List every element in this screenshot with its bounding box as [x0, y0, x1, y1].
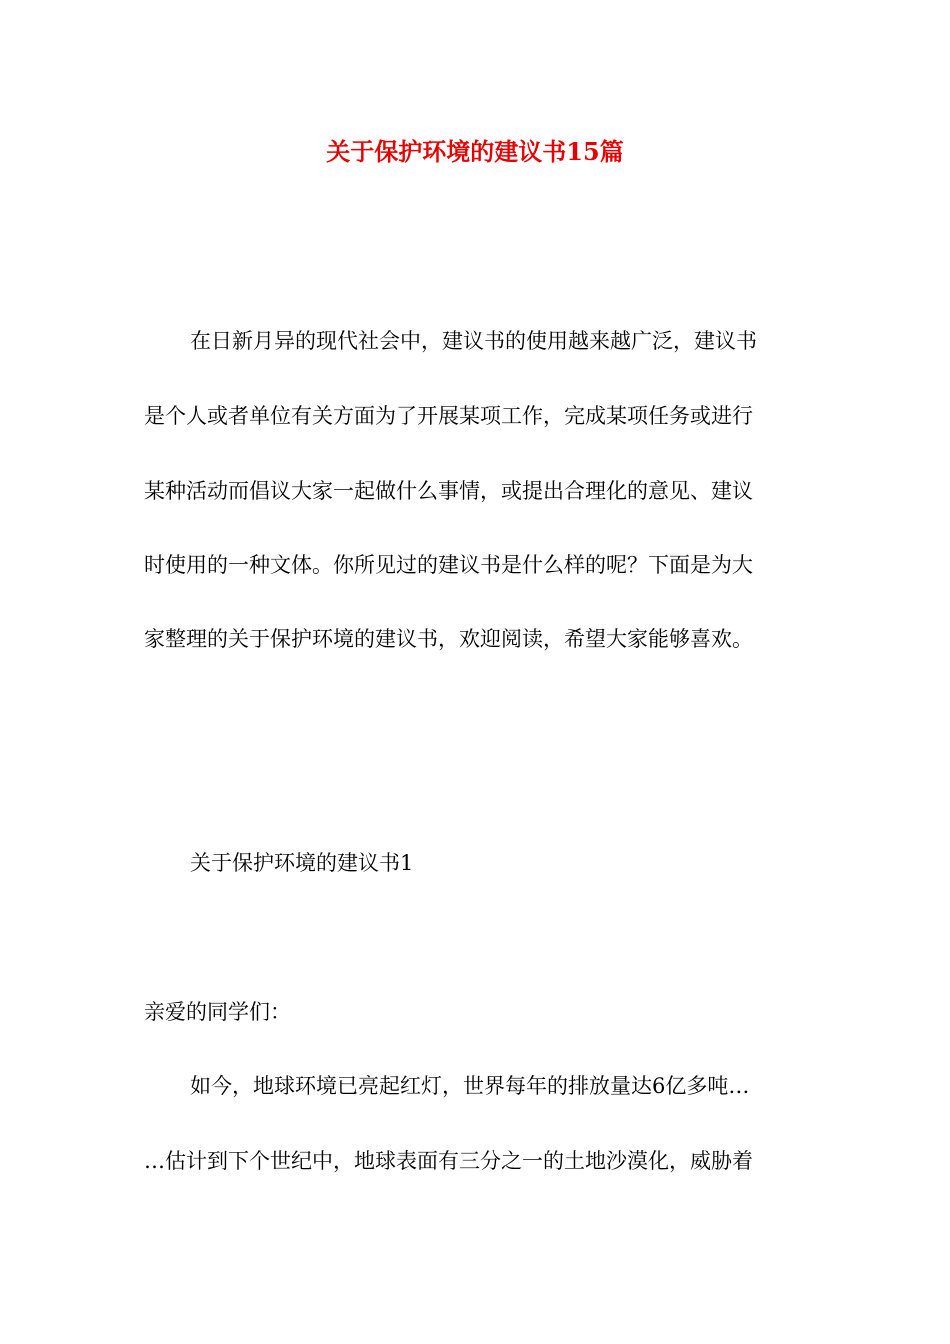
intro-line-4: 时使用的一种文体。你所见过的建议书是什么样的呢？下面是为大: [144, 553, 753, 577]
intro-line-5: 家整理的关于保护环境的建议书，欢迎阅读，希望大家能够喜欢。: [144, 627, 753, 651]
intro-line-2: 是个人或者单位有关方面为了开展某项工作，完成某项任务或进行: [144, 404, 753, 428]
body-line-1: 如今，地球环境已亮起红灯，世界每年的排放量达6亿多吨…: [190, 1074, 750, 1098]
document-title: 关于保护环境的建议书15篇: [326, 137, 624, 166]
section-heading: 关于保护环境的建议书1: [190, 851, 414, 875]
intro-line-1: 在日新月异的现代社会中，建议书的使用越来越广泛，建议书: [190, 329, 757, 353]
intro-line-3: 某种活动而倡议大家一起做什么事情，或提出合理化的意见、建议: [144, 479, 753, 503]
body-line-2: …估计到下个世纪中，地球表面有三分之一的土地沙漠化，威胁着: [144, 1149, 753, 1173]
salutation: 亲爱的同学们：: [144, 1000, 291, 1024]
